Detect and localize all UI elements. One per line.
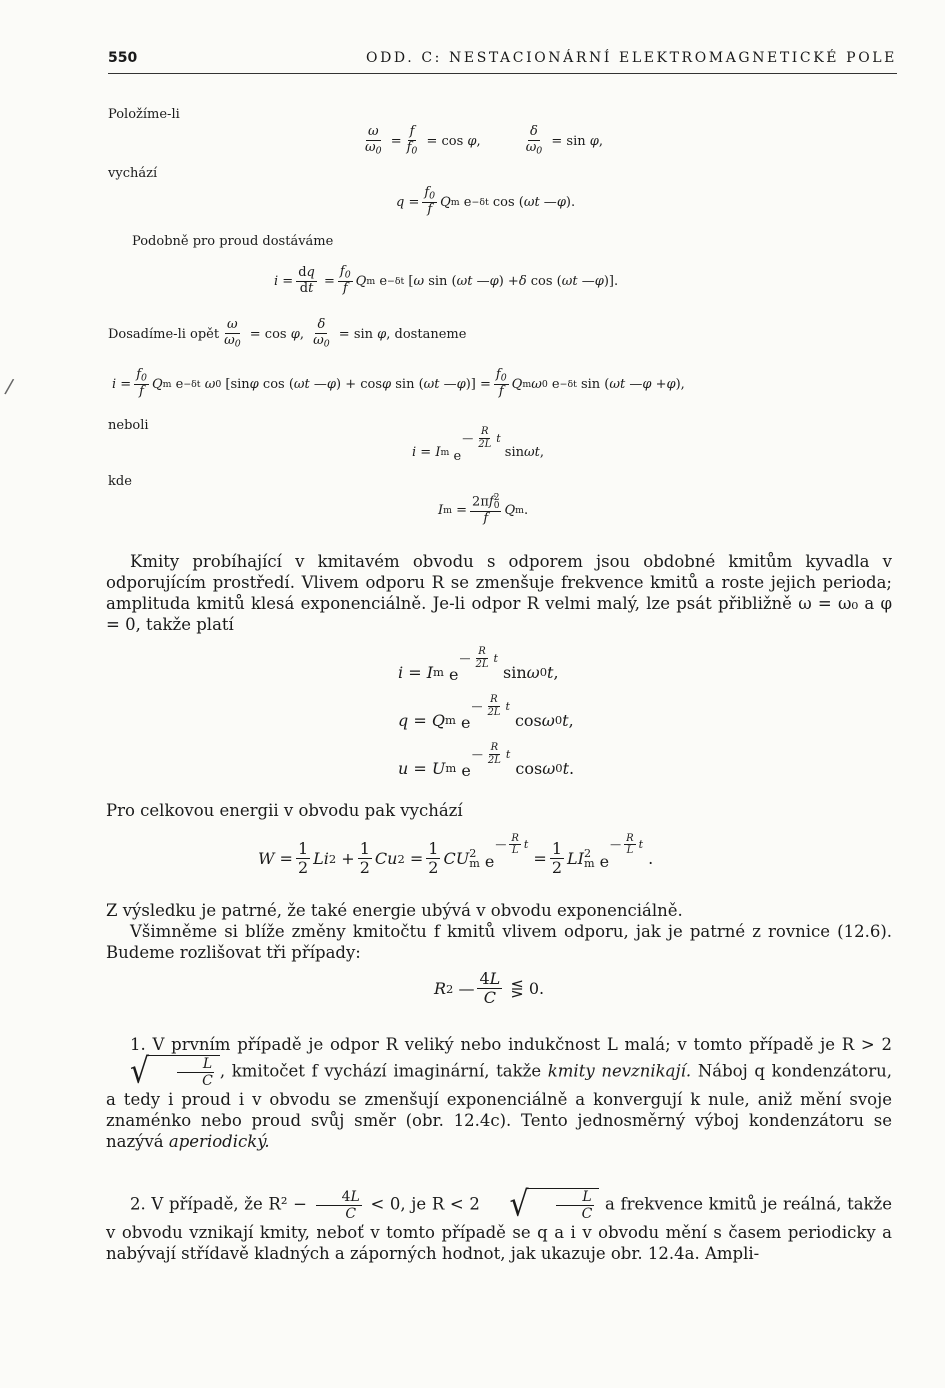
text-vychazi: vychází	[108, 166, 158, 181]
equation-u-small-r: u = U m e — R 2L t cos ω 0 t .	[398, 742, 575, 780]
page-number: 550	[108, 50, 138, 66]
paragraph-result: Z výsledku je patrné, že také energie ubývá v obvodu exponenciálně. Všimněme si blíže změny kmitočtu f kmitů vlivem odporu, jak je patrné z rovnice (12.6). Budeme rozlišovat tři případy:	[106, 901, 892, 962]
paragraph-case-2: 2. V případě, že R² − $\frac{4L}{C}$ < 0, je R < 2 √ $\frac{L}{C}$ a frekvence kmitů je reálná, takže v obvodu vznikají kmity, neboť v tomto případě se q a i v obvodu mění s časem periodicky a nabývají střídavě kladných a záporných hodnot, jak ukazuje obr. 12.4a. Ampli-	[106, 1184, 893, 1264]
header-rule	[108, 73, 897, 74]
paragraph-energy: Pro celkovou energii v obvodu pak vychází	[106, 801, 463, 820]
equation-substitute: Dosadíme-li opět ω $\omega_0$ = cos φ , δ $\omega_0$ = sin φ , dostaneme	[108, 317, 467, 350]
text-neboli: neboli	[108, 418, 149, 433]
text-dostaneme: dostaneme	[394, 326, 467, 342]
equation-cases: R 2 — 4L C ⋚ 0.	[434, 969, 545, 1008]
text-kde: kde	[108, 474, 132, 489]
margin-mark: /	[3, 373, 16, 399]
equation-amplitude: I m = 2πf 2 0 f Q m .	[438, 493, 529, 526]
equation-energy: W = 1 2 Li 2 + 1 2 Cu 2 = 1 2 CU 2 m e — R L t = 1 2 LI 2 m e — R L t .	[258, 832, 654, 878]
equation-q-small-r: q = Q m e — R 2L t cos ω 0 t ,	[398, 694, 574, 732]
equation-current-expanded: i = $f_0$ f Q m e −δt ω 0 [sin φ cos ( ωt — φ ) + cos φ sin ( ωt — φ )] = $f_0$ f Q m ω 0 e −δt sin ( ωt — φ + φ ),	[112, 367, 685, 400]
equation-i-damped: i = I m e — R 2L t sin ωt ,	[412, 426, 544, 464]
equation-i-small-r: i = I m e — R 2L t sin ω 0 t ,	[398, 646, 559, 684]
paragraph-oscillations: Kmity probíhající v kmitavém obvodu s odporem jsou obdobné kmitům kyvadla v odporujícím prostředí. Vlivem odporu R se zmenšuje frekvence kmitů a roste jejich perioda; amplituda kmitů klesá exponenciálně. Je-li odpor R velmi malý, lze psát přibližně ω = ω₀ a φ = 0, takže platí	[106, 552, 892, 634]
equation-charge: q = $f_0$ f Q m e −δt cos ( ωt — φ ).	[396, 185, 576, 218]
paragraph-case-1: 1. V prvním případě je odpor R veliký nebo indukčnost L malá; v tomto případě je R > 2 √ $\frac{L}{C}$ , kmitočet f vychází imaginární, takže kmity nevznikají. Náboj q kondenzátoru, a tedy i proud i v obvodu se zmenšují exponenciálně a konvergují k nule, aniž mění svoje znaménko nebo proud svůj směr (obr. 12.4c). Tento jednosměrný výboj kondenzátoru se nazývá aperiodický.	[106, 1035, 892, 1152]
running-title: ODD. C: NESTACIONÁRNÍ ELEKTROMAGNETICKÉ POLE	[366, 50, 897, 66]
text-podobne: Podobně pro proud dostáváme	[132, 234, 334, 249]
equation-current: i = dq dt = $f_0$ f Q m e −δt [ ω sin ( ωt — φ ) + δ cos ( ωt — φ )].	[274, 264, 619, 297]
text-polozime: Položíme-li	[108, 107, 180, 122]
text-dosadime: Dosadíme-li opět	[108, 326, 220, 342]
equation-ratios: ω $\omega_0$ = f $f_0$ = cos φ , δ $\omega_0$ = sin φ ,	[365, 124, 603, 157]
